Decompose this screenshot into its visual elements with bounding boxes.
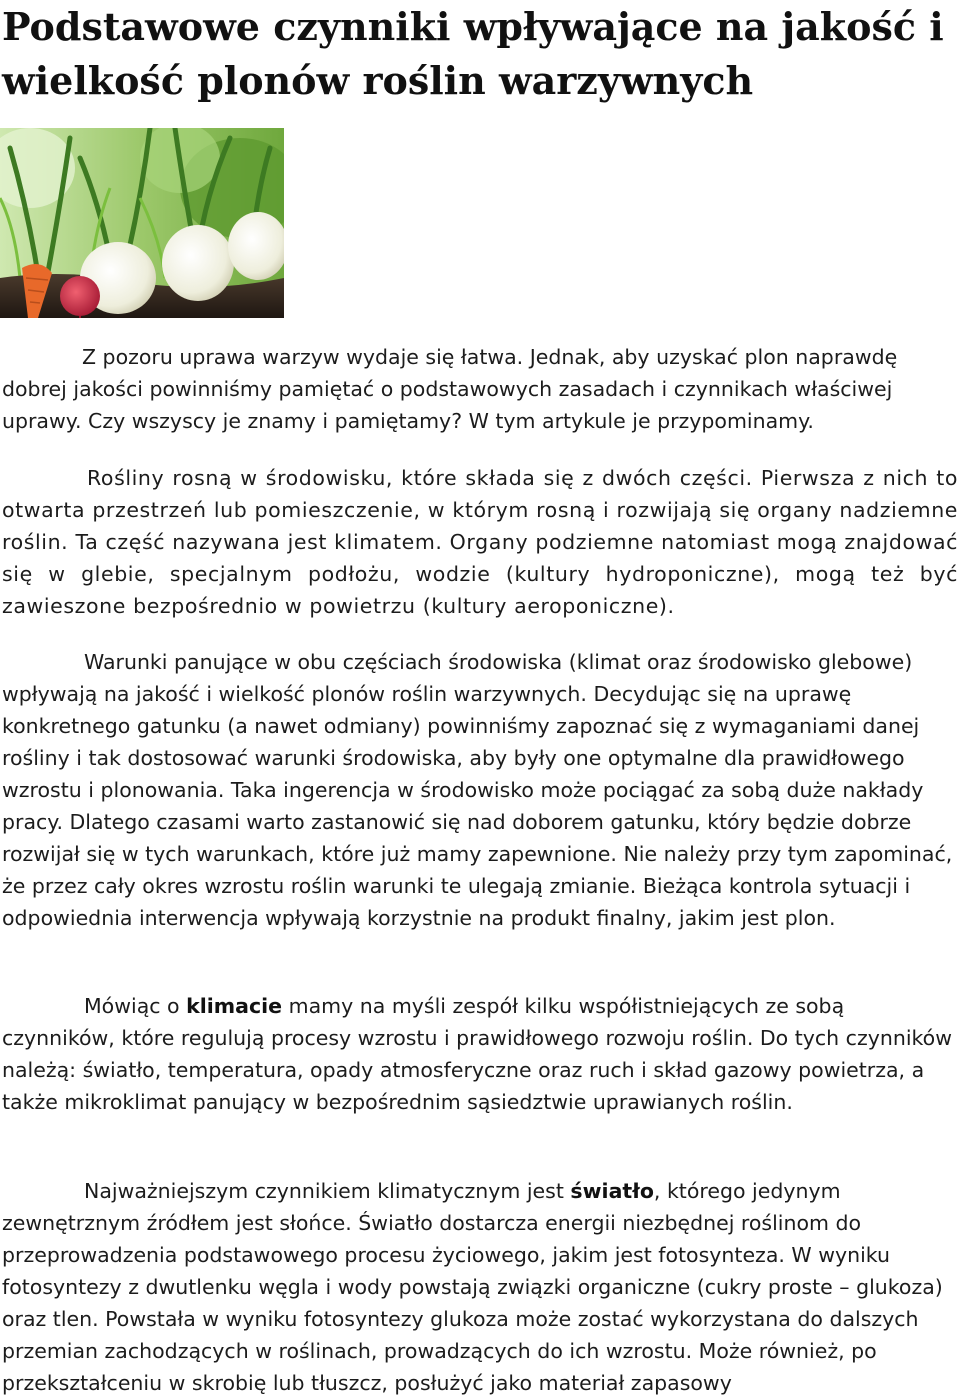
climate-text-before: Mówiąc o [84,994,187,1018]
light-paragraph [2,1175,958,1399]
climate-keyword: klimacie [186,994,283,1018]
climate-paragraph [2,990,958,1118]
climate-text-after: mamy na myśli zespół kilku współistniejących ze sobą czynników, które regulują procesy wzrostu i prawidłowego rozwoju roślin. Do tych czynników należą: światło, temperatura, opady atmosferyczne oraz ruch i skład gazowy powietrza, a także mikroklimat panujący w bezpośrednim sąsiedztwie uprawianych roślin. [2,994,952,1114]
intro-paragraph: Z pozoru uprawa warzyw wydaje się łatwa. Jednak, aby uzyskać plon naprawdę dobrej jakości powinniśmy pamiętać o podstawowych zasadach i czynnikach właściwej uprawy. Czy wszyscy je znamy i pamiętamy? W tym artykule je przypominamy. [2,345,898,433]
light-keyword: światło [570,1179,654,1203]
page-title: Podstawowe czynniki wpływające na jakość i wielkość plonów roślin warzywnych [2,4,944,103]
vegetables-photo [0,128,284,318]
conditions-paragraph: Warunki panujące w obu częściach środowiska (klimat oraz środowisko glebowe) wpływają na jakość i wielkość plonów roślin warzywnych. Decydując się na uprawę konkretnego gatunku (a nawet odmiany) powinniśmy zapoznać się z wymaganiami danej rośliny i tak dostosować warunki środowiska, aby były one optymalne dla prawidłowego wzrostu i plonowania. Taka ingerencja w środowisko może pociągać za sobą duże nakłady pracy. Dlatego czasami warto zastanowić się nad doborem gatunku, który będzie dobrze rozwijał się w tych warunkach, które już mamy zapewnione. Nie należy przy tym zapominać, że przez cały okres wzrostu roślin warunki te ulegają zmianie. Bieżąca kontrola sytuacji i odpowiednia interwencja wpływają korzystnie na produkt finalny, jakim jest plon. [2,650,953,930]
light-text-before: Najważniejszym czynnikiem klimatycznym jest [84,1179,571,1203]
environment-paragraph: Rośliny rosną w środowisku, które składa się z dwóch części. Pierwsza z nich to otwarta przestrzeń lub pomieszczenie, w którym rosną i rozwijają się organy nadziemne roślin. Ta część nazywana jest klimatem. Organy podziemne natomiast mogą znajdować się w glebie, specjalnym podłożu, wodzie (kultury hydroponiczne), mogą też być zawieszone bezpośrednio w powietrzu (kultury aeroponiczne). [2,466,958,618]
light-text-after: , którego jedynym zewnętrznym źródłem jest słońce. Światło dostarcza energii niezbędnej roślinom do przeprowadzenia podstawowego procesu życiowego, jakim jest fotosynteza. W wyniku fotosyntezy z dwutlenku węgla i wody powstają związki organiczne (cukry proste – glukoza) oraz tlen. Powstała w wyniku fotosyntezy glukoza może zostać wykorzystana do dalszych przemian zachodzących w roślinach, prowadzących do ich wzrostu. Może również, po przekształceniu w skrobię lub tłuszcz, posłużyć jako materiał zapasowy [2,1179,943,1395]
